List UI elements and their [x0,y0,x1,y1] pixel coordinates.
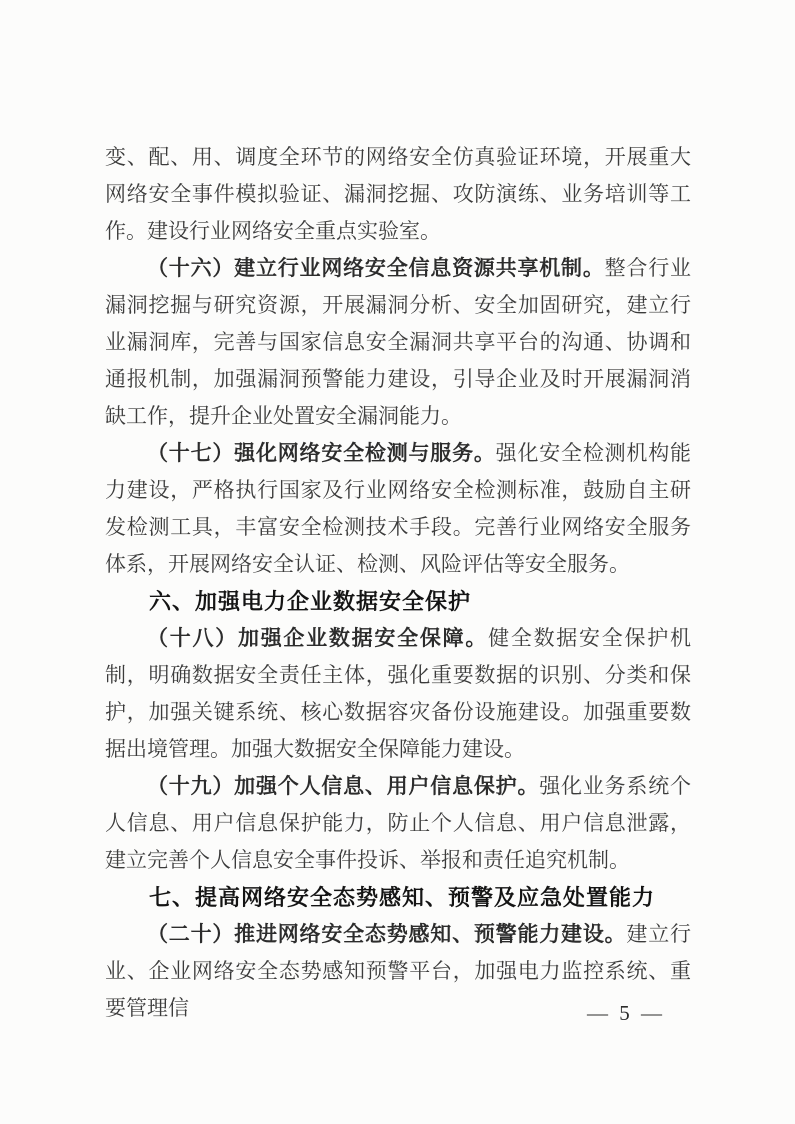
page-number: — 5 — [587,1001,665,1025]
paragraph-item-17 [105,435,691,583]
item-16-lead: （十六）建立行业网络安全信息资源共享机制。 [147,256,605,280]
paragraph-continuation [105,139,691,250]
item-19-lead: （十九）加强个人信息、用户信息保护。 [147,774,540,798]
paragraph-item-16 [105,250,691,435]
item-17-body: 强化安全检测机构能力建设，严格执行国家及行业网络安全检测标准，鼓励自主研发检测工具，丰富安全检测技术手段。完善行业网络安全服务体系，开展网络安全认证、检测、风险评估等安全服务。 [105,441,692,576]
item-18-body: 健全数据安全保护机制，明确数据安全责任主体，强化重要数据的识别、分类和保护，加强关键系统、核心数据容灾备份设施建设。加强重要数据出境管理。加强大数据安全保障能力建设。 [105,626,692,761]
item-17-lead: （十七）强化网络安全检测与服务。 [147,441,496,465]
paragraph-continuation-text: 变、配、用、调度全环节的网络安全仿真验证环境，开展重大网络安全事件模拟验证、漏洞挖掘、攻防演练、业务培训等工作。建设行业网络安全重点实验室。 [105,145,691,243]
item-20-lead: （二十）推进网络安全态势感知、预警能力建设。 [147,922,627,946]
item-19-body: 强化业务系统个人信息、用户信息保护能力，防止个人信息、用户信息泄露，建立完善个人信息安全事件投诉、举报和责任追究机制。 [105,774,691,872]
paragraph-item-18 [105,620,691,768]
item-16-body: 整合行业漏洞挖掘与研究资源，开展漏洞分析、安全加固研究，建立行业漏洞库，完善与国家信息安全漏洞共享平台的沟通、协调和通报机制，加强漏洞预警能力建设，引导企业及时开展漏洞消缺工作，提升企业处置安全漏洞能力。 [105,256,691,428]
item-20-body: 建立行业、企业网络安全态势感知预警平台，加强电力监控系统、重要管理信 [105,922,692,1020]
section-heading-7: 七、提高网络安全态势感知、预警及应急处置能力 [149,885,656,910]
item-18-lead: （十八）加强企业数据安全保障。 [147,626,489,650]
section-heading-6: 六、加强电力企业数据安全保护 [149,589,472,614]
document-body [105,139,691,1027]
paragraph-item-19 [105,768,691,879]
